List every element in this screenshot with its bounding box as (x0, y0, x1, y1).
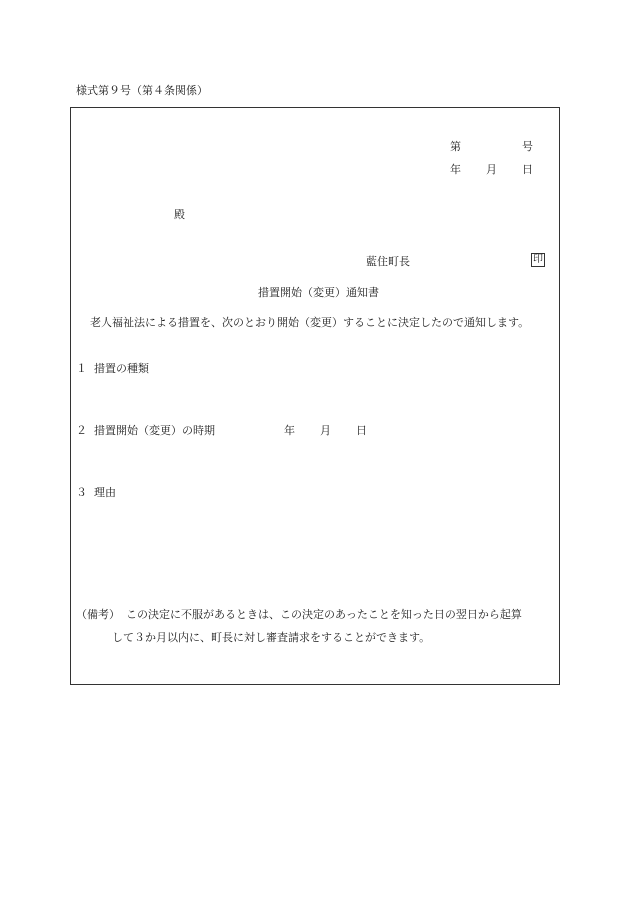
item-type-of-measure (76, 362, 149, 376)
item-number: １ (76, 362, 87, 375)
remarks-line-2: して３か月以内に、町長に対し審査請求をすることができます。 (112, 631, 431, 644)
document-title: 措置開始（変更）通知書 (258, 286, 379, 299)
document-number-suffix: 号 (522, 140, 533, 153)
notice-body: 老人福祉法による措置を、次のとおり開始（変更）することに決定したので通知します。 (90, 316, 530, 329)
item-date-day: 日 (356, 424, 367, 437)
date-month: 月 (486, 163, 497, 176)
remarks-line-1: この決定に不服があるときは、この決定のあったことを知った日の翌日から起算 (126, 608, 522, 621)
date-day: 日 (522, 163, 533, 176)
item-number: ２ (76, 424, 87, 437)
item-number: ３ (76, 486, 87, 499)
date-year: 年 (450, 163, 461, 176)
seal-mark: 印 (533, 254, 543, 265)
document-number-prefix: 第 (450, 140, 461, 153)
remarks-label: （備考） (76, 608, 120, 621)
document-frame (70, 107, 560, 685)
item-reason (76, 486, 116, 500)
item-date-month: 月 (320, 424, 331, 437)
item-label: 措置開始（変更）の時期 (94, 424, 215, 437)
item-start-date (76, 424, 215, 438)
item-label: 措置の種類 (94, 362, 149, 375)
item-date-year: 年 (284, 424, 295, 437)
issuer-name: 藍住町長 (366, 255, 410, 268)
item-label: 理由 (94, 486, 116, 499)
form-number: 様式第９号（第４条関係） (76, 84, 208, 97)
addressee-honorific: 殿 (174, 208, 185, 221)
